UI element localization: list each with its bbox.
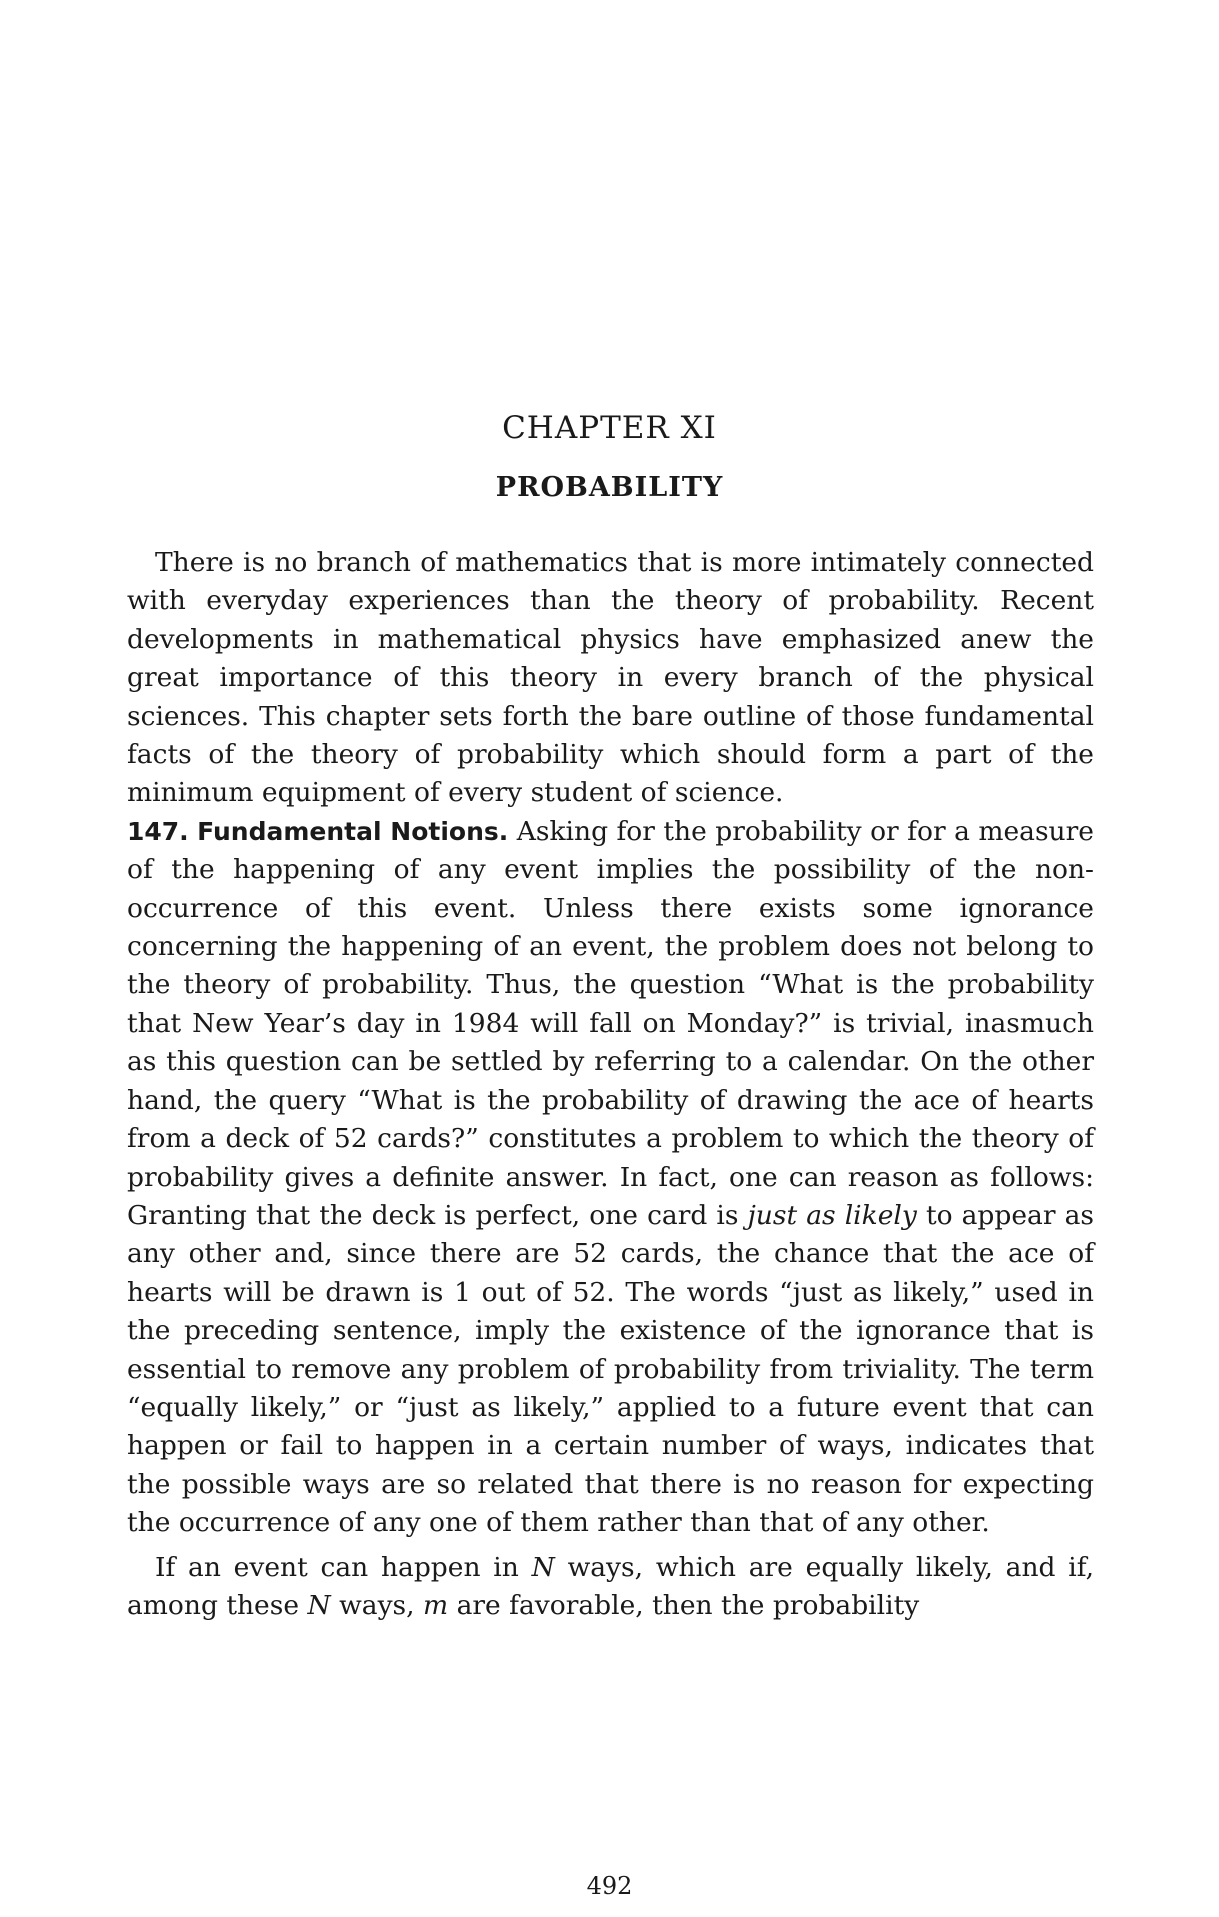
body-text (127, 544, 1094, 1625)
page-number: 492 (586, 1872, 633, 1900)
section-paragraph (127, 813, 1094, 1543)
final-text-1: If an event can happen in (155, 1551, 519, 1583)
final-text-3: ways, (339, 1589, 415, 1621)
final-text-2: ways, which are equally likely, and if, among these (127, 1551, 1095, 1621)
section-emphasis: just as likely (747, 1199, 917, 1231)
section-number: 147. (127, 816, 189, 846)
variable-n: N (307, 1589, 331, 1621)
final-text-4: are favorable, then the probability (456, 1589, 920, 1621)
variable-n: N (531, 1551, 555, 1583)
chapter-label: CHAPTER XI (502, 410, 717, 446)
chapter-title: PROBABILITY (495, 472, 724, 503)
intro-paragraph: There is no branch of mathematics that is more intimately connected with everyday experiences than the theory of probability. Recent developments in mathematical physics have emphasized anew the great importance of this theory in every branch of the physical sciences. This chapter sets forth the bare outline of those fundamental facts of the theory of probability which should form a part of the minimum equipment of every student of science. (127, 547, 1094, 809)
section-text-before-emphasis: Asking for the probability or for a measure of the happening of any event implies the possibility of the non-occurrence of this event. Unless there exists some ignorance concerning the happening of an event, the problem does not belong to the theory of probability. Thus, the question “What is the probability that New Year’s day in 1984 will fall on Monday?” is trivial, inasmuch as this question can be settled by referring to a calendar. On the other hand, the query “What is the probability of drawing the ace of hearts from a deck of 52 cards?” constitutes a problem to which the theory of probability gives a definite answer. In fact, one can reason as follows: Granting that the deck is perfect, one card is (127, 815, 1094, 1231)
final-paragraph (127, 1549, 1094, 1626)
section-text-after-emphasis: to appear as any other and, since there are 52 cards, the chance that the ace of hearts will be drawn is 1 out of 52. The words “just as likely,” used in the preceding sentence, imply the existence of the ignorance that is essential to remove any problem of probability from triviality. The term “equally likely,” or “just as likely,” applied to a future event that can happen or fail to happen in a certain number of ways, indicates that the possible ways are so related that there is no reason for expecting the occurrence of any one of them rather than that of any other. (127, 1199, 1094, 1539)
variable-m: m (423, 1589, 449, 1621)
section-heading: Fundamental Notions. (197, 816, 509, 846)
